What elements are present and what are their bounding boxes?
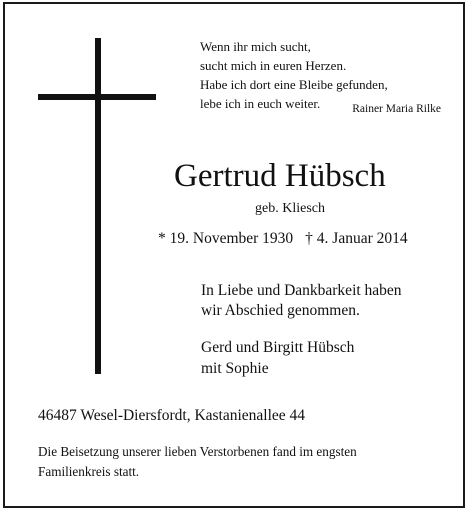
cross-vertical-bar	[95, 38, 101, 374]
death-date: † 4. Januar 2014	[305, 230, 408, 247]
message-line: In Liebe und Dankbarkeit haben	[201, 282, 402, 299]
poem-line: sucht mich in euren Herzen.	[200, 58, 347, 73]
mourner-line: mit Sophie	[201, 360, 269, 377]
notice-line: Die Beisetzung unserer lieben Verstorbenen fand im engsten	[38, 444, 357, 459]
mourners	[201, 337, 354, 379]
notice-line: Familienkreis statt.	[38, 464, 140, 479]
poem-line: lebe ich in euch weiter.	[200, 96, 321, 111]
address: 46487 Wesel-Diersfordt, Kastanienallee 44	[38, 407, 306, 424]
deceased-name: Gertrud Hübsch	[174, 158, 386, 194]
poem-line: Wenn ihr mich sucht,	[200, 39, 311, 54]
farewell-message	[201, 281, 402, 321]
birth-name: geb. Kliesch	[255, 201, 325, 216]
poem-author: Rainer Maria Rilke	[352, 103, 441, 115]
life-dates	[158, 230, 408, 248]
birth-date: * 19. November 1930	[158, 230, 294, 247]
mourner-line: Gerd und Birgitt Hübsch	[201, 339, 355, 356]
burial-notice	[38, 442, 438, 482]
poem-quote	[200, 37, 388, 113]
message-line: wir Abschied genommen.	[201, 302, 360, 319]
cross-horizontal-bar	[38, 94, 156, 100]
poem-line: Habe ich dort eine Bleibe gefunden,	[200, 77, 388, 92]
